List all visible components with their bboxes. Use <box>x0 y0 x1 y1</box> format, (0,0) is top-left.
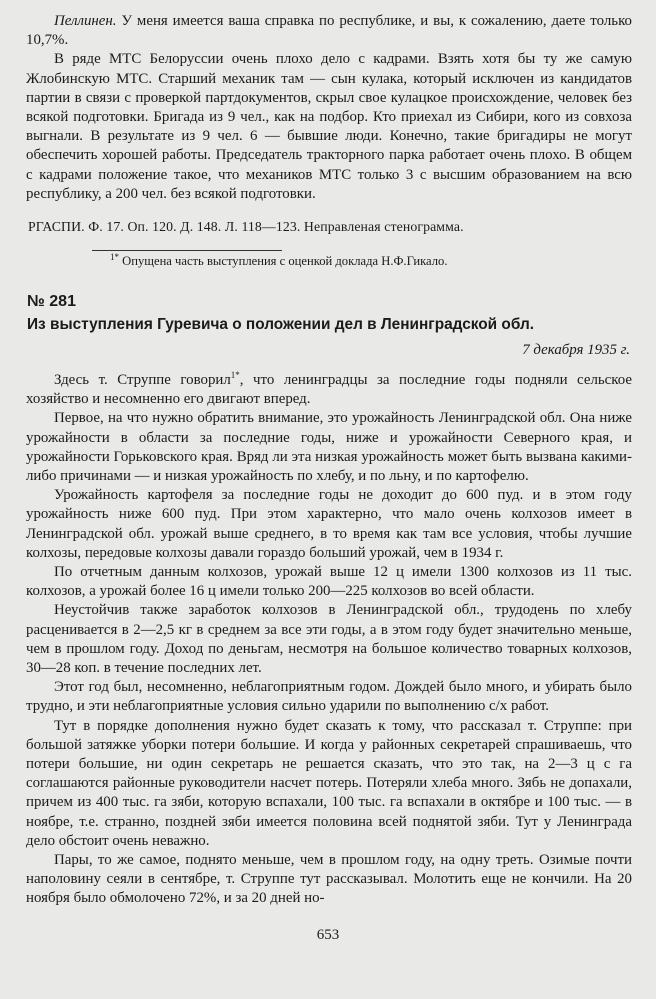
speaker-paragraph <box>26 12 632 50</box>
paragraph: По отчетным данным колхозов, урожай выше 12 ц имели 1300 колхозов из 11 тыс. колхозов, а урожай более 16 ц имели только 200—225 колхозов во всей области. <box>26 564 632 600</box>
speaker-name: Пеллинен. <box>54 13 117 29</box>
document-title: Из выступления Гуревича о положении дел в Ленинградской обл. <box>27 316 534 333</box>
footnote <box>110 253 630 270</box>
page-number: 653 <box>316 927 340 943</box>
document-date: 7 декабря 1935 г. <box>522 342 630 358</box>
speaker-text: У меня имеется ваша справка по республике, и вы, к сожалению, даете только 10,7%. <box>26 13 632 49</box>
footnote-reference: 1* <box>230 370 240 381</box>
paragraph: Первое, на что нужно обратить внимание, это урожайность Ленинградской обл. Она ниже урожайности в области за последние годы, ниже и урожайности Северного края, и урожайности Горьковского края. Вряд ли эта низкая урожайность может быть вызвана какими-либо причинами — и низкая урожайность по хлебу, и по льну, и по картофелю. <box>26 410 632 485</box>
paragraph-text: , что ленинградцы за последние годы подняли сельское хозяйство и несомненно его двигают вперед. <box>26 372 633 408</box>
footnote-text: Опущена часть выступления с оценкой доклада Н.Ф.Гикало. <box>119 254 448 268</box>
paragraph: Пары, то же самое, поднято меньше, чем в прошлом году, на одну треть. Озимые почти наполовину сеяли в сентябре, т. Струппе тут рассказывал. Молотить еще не кончили. На 20 ноября было обмолочено 72%, и за 20 дней но- <box>26 852 632 907</box>
footnote-marker: 1* <box>110 251 119 262</box>
paragraph-text: Здесь т. Струппе говорил <box>54 372 231 388</box>
top-text-block <box>26 12 632 204</box>
main-text-block <box>26 371 632 909</box>
paragraph: Урожайность картофеля за последние годы не доходит до 600 пуд. и в этом году урожайность ниже 600 пуд. При этом характерно, что мало очень колхозов имеет в Ленинградской обл. урожай выше среднего, в то время как там все условия, чтобы лучшие колхозы, передовые колхозы давали гораздо больший урожай, чем в 1934 г. <box>26 487 632 561</box>
paragraph: В ряде МТС Белоруссии очень плохо дело с кадрами. Взять хотя бы ту же самую Жлобинскую МТС. Старший механик там — сын кулака, который исключен из кандидатов партии в связи с проверкой партдокументов, скрыл свое кулацкое происхождение, человек без всякой подготовки. Бригада из 9 чел., как на подбор. Кто приехал из Сибири, кого из совхоза выгнали. В результате из 9 чел. 6 — бывшие люди. Конечно, такие бригадиры не могут обеспечить хорошей работы. Председатель тракторного парка работает очень плохо. В общем с кадрами положение такое, что механиков МТС только 3 с высшим образованием на всю республику, а 200 чел. без всякой подготовки. <box>26 51 632 202</box>
footnote-divider <box>92 250 282 251</box>
document-number: № 281 <box>27 293 76 310</box>
paragraph <box>26 371 632 409</box>
paragraph: Тут в порядке дополнения нужно будет сказать к тому, что рассказал т. Струппе: при большой затяжке уборки потери большие. И когда у районных секретарей спрашиваешь, что потери большие, ни один секретарь не решается сказать, что это так, на 2—3 ц с га соглашаются районные руководители насчет потерь. Потеряли хлеба много. Зябь не допахали, причем из 400 тыс. га зяби, которую вспахали, 100 тыс. га вспахали в октябре и 100 тыс. — в ноябре, т.е. странно, поздней зяби имеется половина всей поднятой зяби. Тут у Ленинграда дело обстоит очень неважно. <box>26 717 632 849</box>
paragraph: Этот год был, несомненно, неблагоприятным годом. Дождей было много, и убирать было трудно, и эти неблагоприятные условия сильно ударили по выполнению с/х работ. <box>26 679 632 715</box>
paragraph: Неустойчив также заработок колхозов в Ленинградской обл., трудодень по хлебу расценивается в 2—2,5 кг в среднем за все эти годы, а в этом году будет значительно меньше, чем в прошлом году. Доход по деньгам, несмотря на большое количество товарных колхозов, 30—28 коп. в течение последних лет. <box>26 602 632 677</box>
archive-source: РГАСПИ. Ф. 17. Оп. 120. Д. 148. Л. 118—123. Неправленая стенограмма. <box>28 219 464 234</box>
